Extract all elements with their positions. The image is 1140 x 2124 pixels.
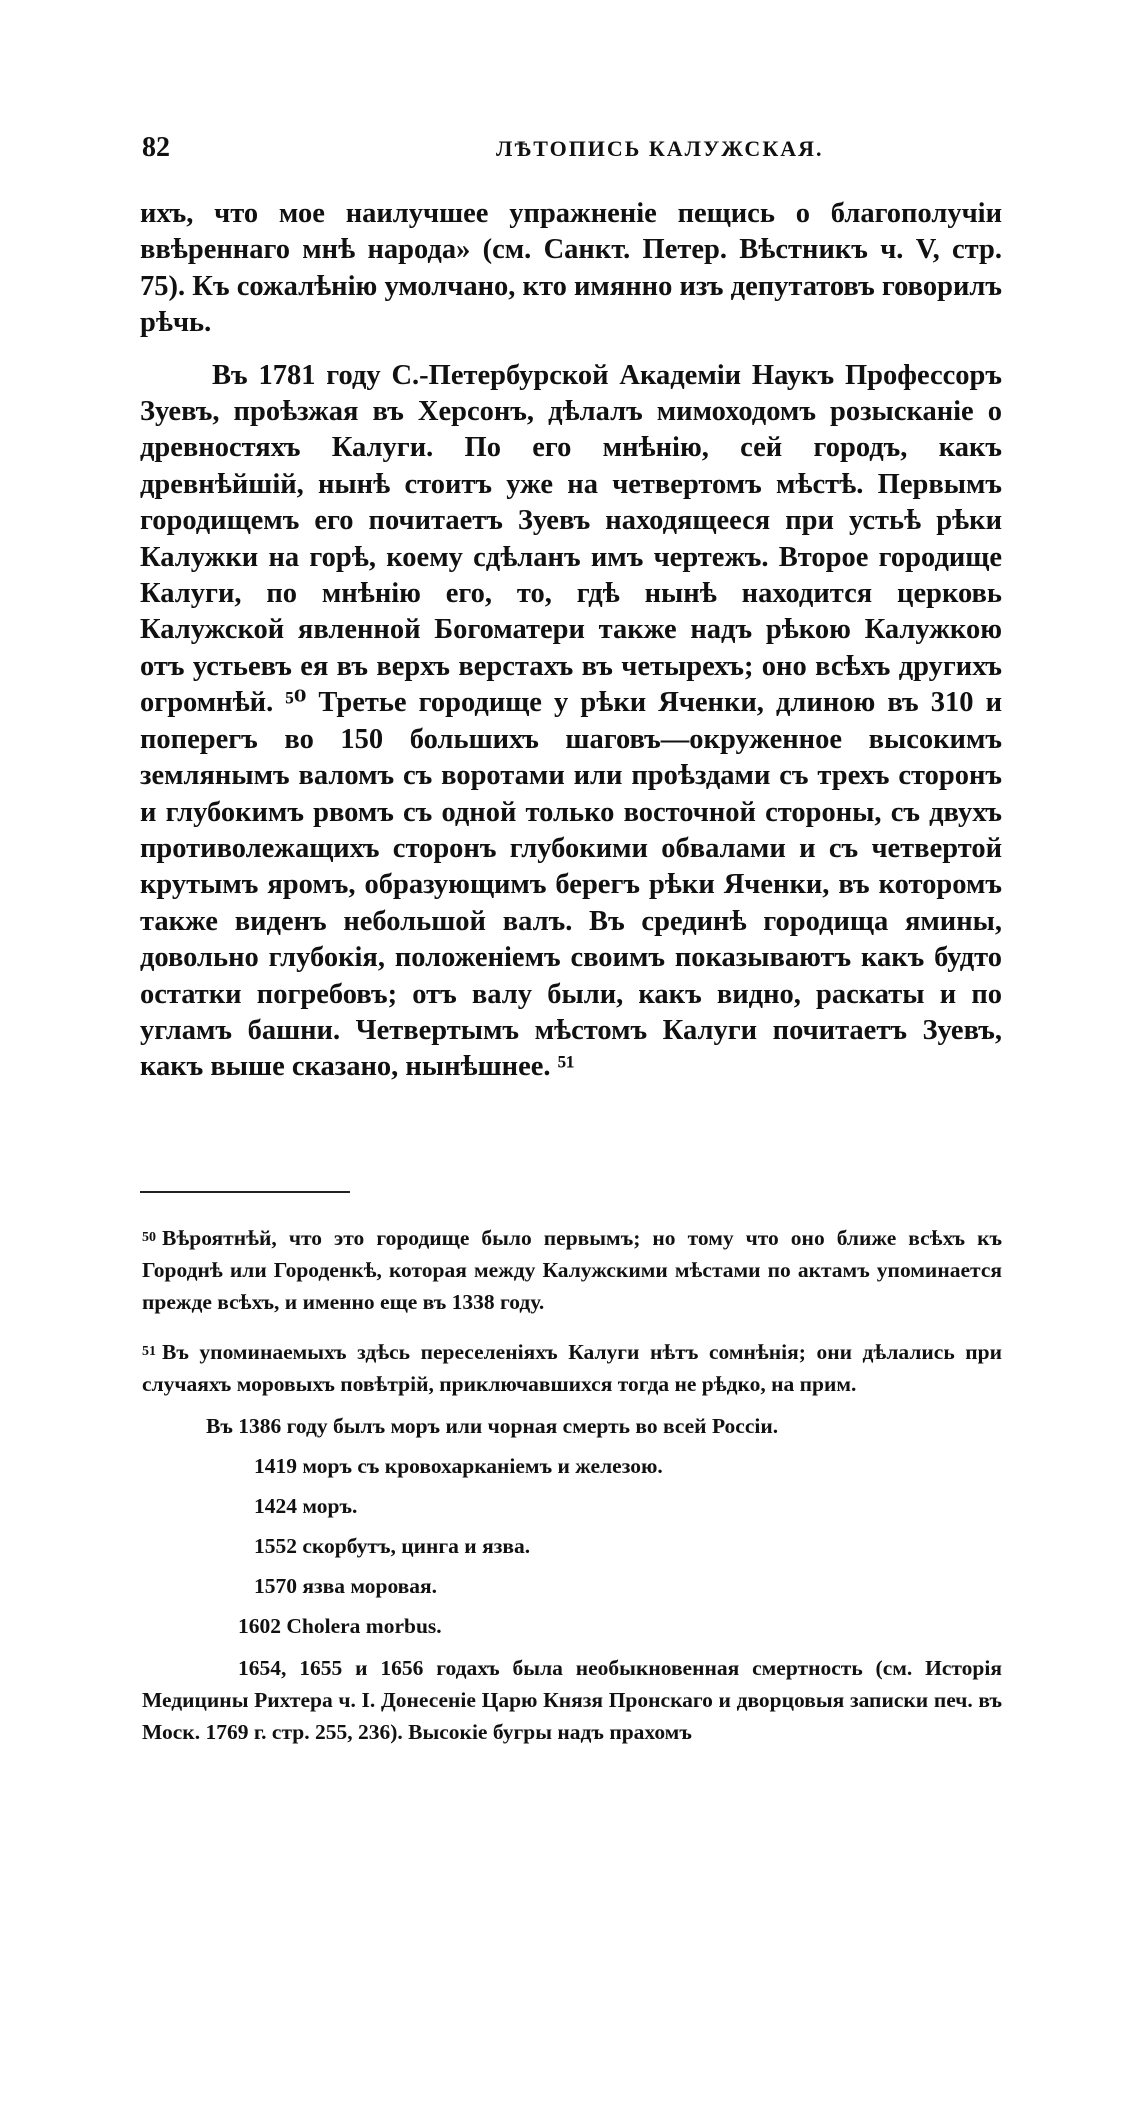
chronology-item: 1419 моръ съ кровохарканіемъ и железою. bbox=[254, 1454, 663, 1478]
footnotes bbox=[142, 1222, 1002, 1748]
footnote-51 bbox=[142, 1336, 1002, 1748]
running-title: ЛѢТОПИСЬ КАЛУЖСКАЯ. bbox=[496, 136, 824, 161]
footnote-text: Вѣроятнѣй, что это городище было первымъ; но тому что оно ближе всѣхъ къ Городнѣ или Городенкѣ, которая между Калужскими мѣстами по актамъ упоминается прежде всѣхъ, и именно еще въ 1338 году. bbox=[142, 1226, 1002, 1314]
footnote-text: Въ упоминаемыхъ здѣсь переселеніяхъ Калуги нѣтъ сомнѣнія; они дѣлались при случаяхъ моровыхъ повѣтрій, приключавшихся тогда не рѣдко, на прим. bbox=[142, 1340, 1002, 1396]
chronology-item: 1424 моръ. bbox=[254, 1494, 358, 1518]
chronology-item: 1654, 1655 и 1656 годахъ была необыкновенная смертность (см. Исторія Медицины Рихтера ч. I. Донесеніе Царю Князя Пронскаго и дворцовыя записки печ. въ Моск. 1769 г. стр. 255, 236). Высокіе бугры надъ прахомъ bbox=[142, 1656, 1002, 1744]
paragraph-zuev-1781: Въ 1781 году С.-Петербурской Академіи Наукъ Профессоръ Зуевъ, проѣзжая въ Херсонъ, дѣлалъ мимоходомъ розысканіе о древностяхъ Калуги. По его мнѣнію, сей городъ, какъ древнѣйшій, нынѣ стоитъ уже на четвертомъ мѣстѣ. Первымъ городищемъ его почитаетъ Зуевъ находящееся при устьѣ рѣки Калужки на горѣ, коему сдѣланъ имъ чертежъ. Второе городище Калуги, по мнѣнію его, то, гдѣ нынѣ находится церковь Калужской явленной Богоматери также надъ рѣкою Калужкою отъ устьевъ ея въ верхъ верстахъ въ четырехъ; оно всѣхъ другихъ огромнѣй. ⁵⁰ Третье городище у рѣки Яченки, длиною въ 310 и поперегъ во 150 большихъ шаговъ—окруженное высокимъ землянымъ валомъ съ воротами или проѣздами съ трехъ сторонъ и глубокимъ рвомъ съ одной только восточной стороны, съ двухъ противолежащихъ сторонъ глубокими обвалами и съ четвертой крутымъ яромъ, образующимъ берегъ рѣки Яченки, въ которомъ также виденъ небольшой валъ. Въ срединѣ городища ямины, довольно глубокія, положеніемъ своимъ показываютъ какъ будто остатки погребовъ; отъ валу были, какъ видно, раскаты и по угламъ башни. Четвертымъ мѣстомъ Калуги почитаетъ Зуевъ, какъ выше сказано, нынѣшнее. ⁵¹ bbox=[140, 359, 1002, 1083]
footnote-marker: 50 bbox=[142, 1230, 156, 1245]
footnote-50 bbox=[142, 1222, 1002, 1318]
chronology-item: Въ 1386 году былъ моръ или чорная смерть во всей Россіи. bbox=[206, 1414, 779, 1438]
page-number: 82 bbox=[142, 132, 170, 163]
page-header bbox=[142, 132, 1002, 172]
chronology-item: 1570 язва моровая. bbox=[254, 1574, 438, 1598]
plague-chronology bbox=[142, 1406, 1002, 1748]
footnote-51-intro bbox=[142, 1336, 1002, 1400]
chronology-item: 1602 Cholera morbus. bbox=[238, 1614, 442, 1638]
chronology-item: 1552 скорбутъ, цинга и язва. bbox=[254, 1534, 531, 1558]
footnote-separator bbox=[140, 1191, 350, 1193]
main-text bbox=[140, 196, 1002, 1086]
paragraph-continuation: ихъ, что мое наилучшее упражненіе пещись о благополучіи ввѣреннаго мнѣ народа» (см. Санкт. Петер. Вѣстникъ ч. V, стр. 75). Къ сожалѣнію умолчано, кто имянно изъ депутатовъ говорилъ рѣчь. bbox=[140, 198, 1002, 339]
footnote-marker: 51 bbox=[142, 1344, 156, 1359]
